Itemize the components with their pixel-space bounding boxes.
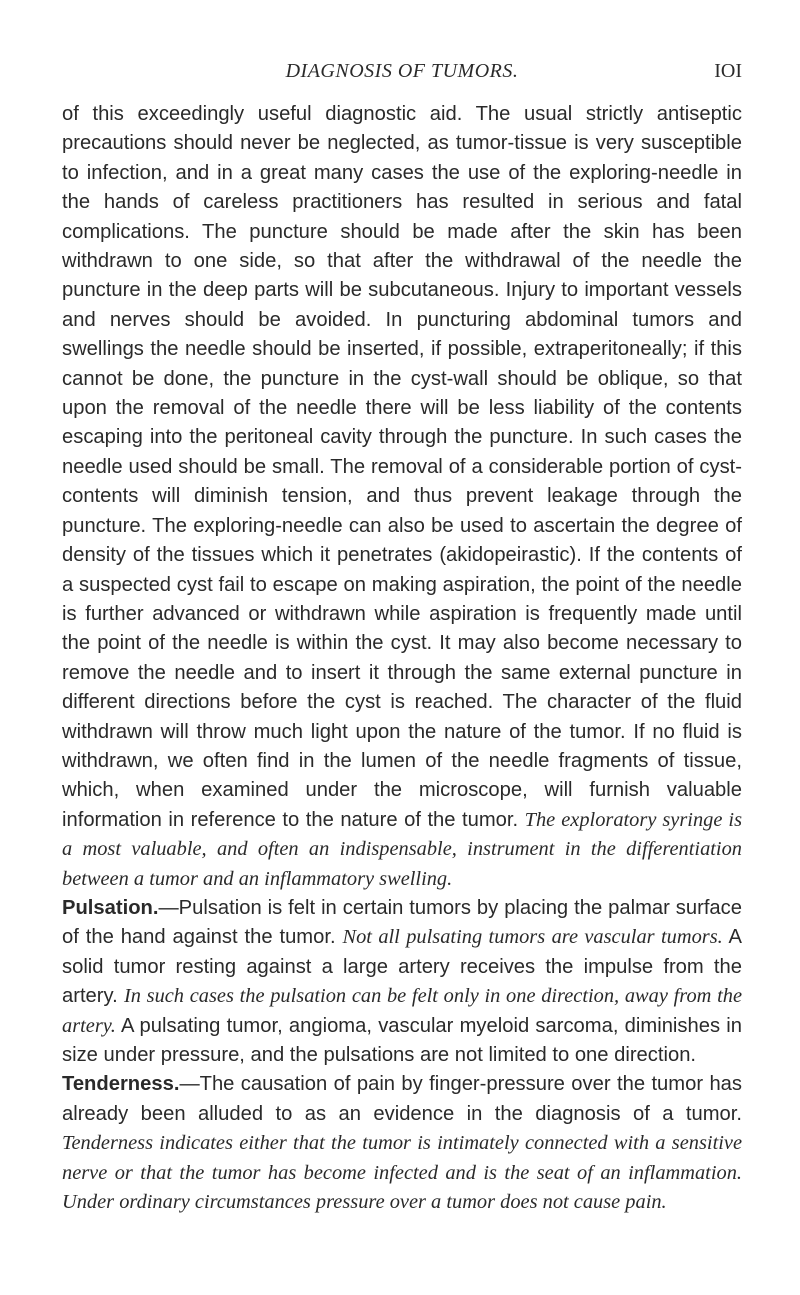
paragraph-text: —The causation of pain by finger-pressure over the tumor has already been alluded to as an evidence in the diagnosis of a tumor.	[62, 1073, 742, 1125]
italic-emphasis: In such cases the pulsation can be felt only in one direction, away from the artery.	[62, 985, 742, 1037]
paragraph-exploring-needle	[62, 100, 742, 894]
paragraph-text: A pulsating tumor, angioma, vascular myeloid sarcoma, diminishes in size under pressure, and the pulsations are not limited to one direction.	[62, 1014, 742, 1066]
italic-emphasis: The exploratory syringe is a most valuable, and often an indispensable, instrument in the differentiation between a tumor and an inflammatory swelling.	[62, 808, 742, 890]
paragraph-text: of this exceedingly useful diagnostic aid. The usual strictly antiseptic precautions should never be neglected, as tumor-tissue is very susceptible to infection, and in a great many cases the use of the exploring-needle in the hands of careless practitioners has resulted in serious and fatal complications. The puncture should be made after the skin has been withdrawn to one side, so that after the withdrawal of the needle the puncture in the deep parts will be subcutaneous. Injury to important vessels and nerves should be avoided. In puncturing abdominal tumors and swellings the needle should be inserted, if possible, extraperitoneally; if this cannot be done, the puncture in the cyst-wall should be oblique, so that upon the removal of the needle there will be less liability of the contents escaping into the peritoneal cavity through the puncture. In such cases the needle used should be small. The removal of a considerable portion of cyst-contents will diminish tension, and thus prevent leakage through the puncture. The exploring-needle can also be used to ascertain the degree of density of the tissues which it penetrates (akidopeirastic). If the contents of a suspected cyst fail to escape on making aspiration, the point of the needle is further advanced or withdrawn while aspiration is frequently made until the point of the needle is within the cyst. It may also become necessary to remove the needle and to insert it through the same external puncture in different directions before the cyst is reached. The character of the fluid withdrawn will throw much light upon the nature of the tumor. If no fluid is withdrawn, we often find in the lumen of the needle fragments of tissue, which, when examined under the microscope, will furnish valuable information in reference to the nature of the tumor.	[62, 103, 742, 831]
paragraph-text: A solid tumor resting against a large artery receives the impulse from the artery.	[62, 926, 742, 1008]
italic-emphasis: Tenderness indicates either that the tumor is intimately connected with a sensitive nerve or that the tumor has become infected and is the seat of an inflammation. Under ordinary circumstances pressure over a tumor does not cause pain.	[62, 1132, 742, 1214]
paragraph-pulsation	[62, 894, 742, 1070]
paragraph-text: —Pulsation is felt in certain tumors by placing the palmar surface of the hand against the tumor.	[62, 896, 742, 949]
section-heading-pulsation: Pulsation.	[62, 896, 159, 919]
section-heading-tenderness: Tenderness.	[62, 1073, 180, 1096]
italic-emphasis: Not all pulsating tumors are vascular tumors.	[342, 926, 723, 949]
body-text	[62, 100, 742, 1217]
page-header	[62, 60, 742, 90]
paragraph-tenderness	[62, 1070, 742, 1217]
page-number: IOI	[714, 60, 742, 82]
running-title: DIAGNOSIS OF TUMORS.	[285, 60, 519, 82]
